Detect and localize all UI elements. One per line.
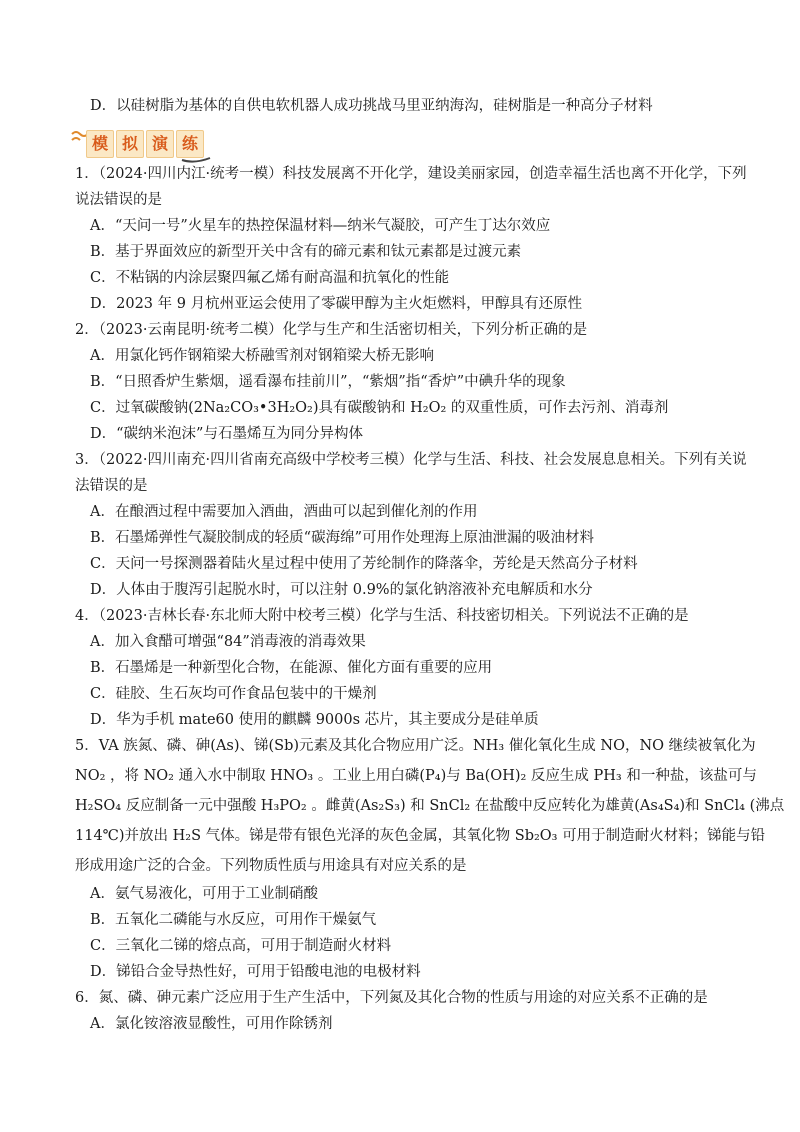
question-4-option-b: B．石墨烯是一种新型化合物，在能源、催化方面有重要的应用 [90, 660, 493, 676]
question-5-option-c: C．三氧化二锑的熔点高，可用于制造耐火材料 [90, 938, 392, 954]
question-3-option-b: B．石墨烯弹性气凝胶制成的轻质“碳海绵”可用作处理海上原油泄漏的吸油材料 [90, 530, 594, 546]
question-4-option-c: C．硅胶、生石灰均可作食品包装中的干燥剂 [90, 686, 377, 702]
banner-char: 演 [146, 130, 174, 158]
question-2-option-d: D．“碳纳米泡沫”与石墨烯互为同分异构体 [90, 426, 363, 442]
question-5-option-b: B．五氧化二磷能与水反应，可用作干燥氨气 [90, 912, 377, 928]
question-5-stem-cont: 形成用途广泛的合金。下列物质性质与用途具有对应关系的是 [75, 858, 467, 874]
question-5-option-a: A．氨气易液化，可用于工业制硝酸 [90, 886, 318, 902]
question-3-stem: 3．（2022·四川南充·四川省南充高级中学校考三模）化学与生活、科技、社会发展息息相关。下列有关说 [75, 452, 747, 468]
question-6-stem: 6．氮、磷、砷元素广泛应用于生产生活中，下列氮及其化合物的性质与用途的对应关系不正确的是 [75, 990, 708, 1006]
question-5-stem-cont: 114℃)并放出 H₂S 气体。锑是带有银色光泽的灰色金属，其氧化物 Sb₂O₃ 可用于制造耐火材料；锑能与铅 [75, 828, 766, 844]
option-d-previous: D．以硅树脂为基体的自供电软机器人成功挑战马里亚纳海沟，硅树脂是一种高分子材料 [90, 98, 653, 114]
question-1-option-a: A．“天问一号”火星车的热控保温材料—纳米气凝胶，可产生丁达尔效应 [90, 218, 551, 234]
question-2-stem: 2．（2023·云南昆明·统考二模）化学与生产和生活密切相关，下列分析正确的是 [75, 322, 588, 338]
question-2-option-c: C．过氧碳酸钠(2Na₂CO₃•3H₂O₂)具有碳酸钠和 H₂O₂ 的双重性质，可作去污剂、消毒剂 [90, 400, 669, 416]
question-3-option-d: D．人体由于腹泻引起脱水时，可以注射 0.9%的氯化钠溶液补充电解质和水分 [90, 582, 593, 598]
question-1-stem-cont: 说法错误的是 [75, 192, 162, 208]
question-4-option-d: D．华为手机 mate60 使用的麒麟 9000s 芯片，其主要成分是硅单质 [90, 712, 539, 728]
question-1-option-b: B．基于界面效应的新型开关中含有的碲元素和钛元素都是过渡元素 [90, 244, 522, 260]
question-5-stem-cont: H₂SO₄ 反应制备一元中强酸 H₃PO₂ 。雌黄(As₂S₃) 和 SnCl₂ 在盐酸中反应转化为雄黄(As₄S₄)和 SnCl₄ (沸点 [75, 798, 785, 814]
question-1-option-c: C．不粘锅的内涂层聚四氟乙烯有耐高温和抗氧化的性能 [90, 270, 450, 286]
banner-char: 模 [86, 130, 114, 158]
question-5-stem-cont: NO₂ ，将 NO₂ 通入水中制取 HNO₃ 。工业上用白磷(P₄)与 Ba(OH)₂ 反应生成 PH₃ 和一种盐，该盐可与 [75, 768, 757, 784]
question-3-stem-cont: 法错误的是 [75, 478, 148, 494]
question-4-option-a: A．加入食醋可增强“84”消毒液的消毒效果 [90, 634, 366, 650]
question-6-option-a: A．氯化铵溶液显酸性，可用作除锈剂 [90, 1016, 333, 1032]
banner-char: 练 [176, 130, 204, 158]
question-3-option-c: C．天问一号探测器着陆火星过程中使用了芳纶制作的降落伞，芳纶是天然高分子材料 [90, 556, 638, 572]
question-3-option-a: A．在酿酒过程中需要加入酒曲，酒曲可以起到催化剂的作用 [90, 504, 478, 520]
question-5-option-d: D．锑铅合金导热性好，可用于铅酸电池的电极材料 [90, 964, 421, 980]
question-5-stem: 5．VA 族氮、磷、砷(As)、锑(Sb)元素及其化合物应用广泛。NH₃ 催化氧化生成 NO，NO 继续被氧化为 [75, 738, 756, 754]
question-2-option-a: A．用氯化钙作钢箱梁大桥融雪剂对钢箱梁大桥无影响 [90, 348, 434, 364]
banner-char: 拟 [116, 130, 144, 158]
section-banner [76, 128, 216, 158]
question-1-option-d: D．2023 年 9 月杭州亚运会使用了零碳甲醇为主火炬燃料，甲醇具有还原性 [90, 296, 583, 312]
question-2-option-b: B．“日照香炉生紫烟，遥看瀑布挂前川”，“紫烟”指“香炉”中碘升华的现象 [90, 374, 566, 390]
question-1-stem: 1．（2024·四川内江·统考一模）科技发展离不开化学，建设美丽家园，创造幸福生活也离不开化学，下列 [75, 166, 747, 182]
question-4-stem: 4．（2023·吉林长春·东北师大附中校考三模）化学与生活、科技密切相关。下列说法不正确的是 [75, 608, 689, 624]
